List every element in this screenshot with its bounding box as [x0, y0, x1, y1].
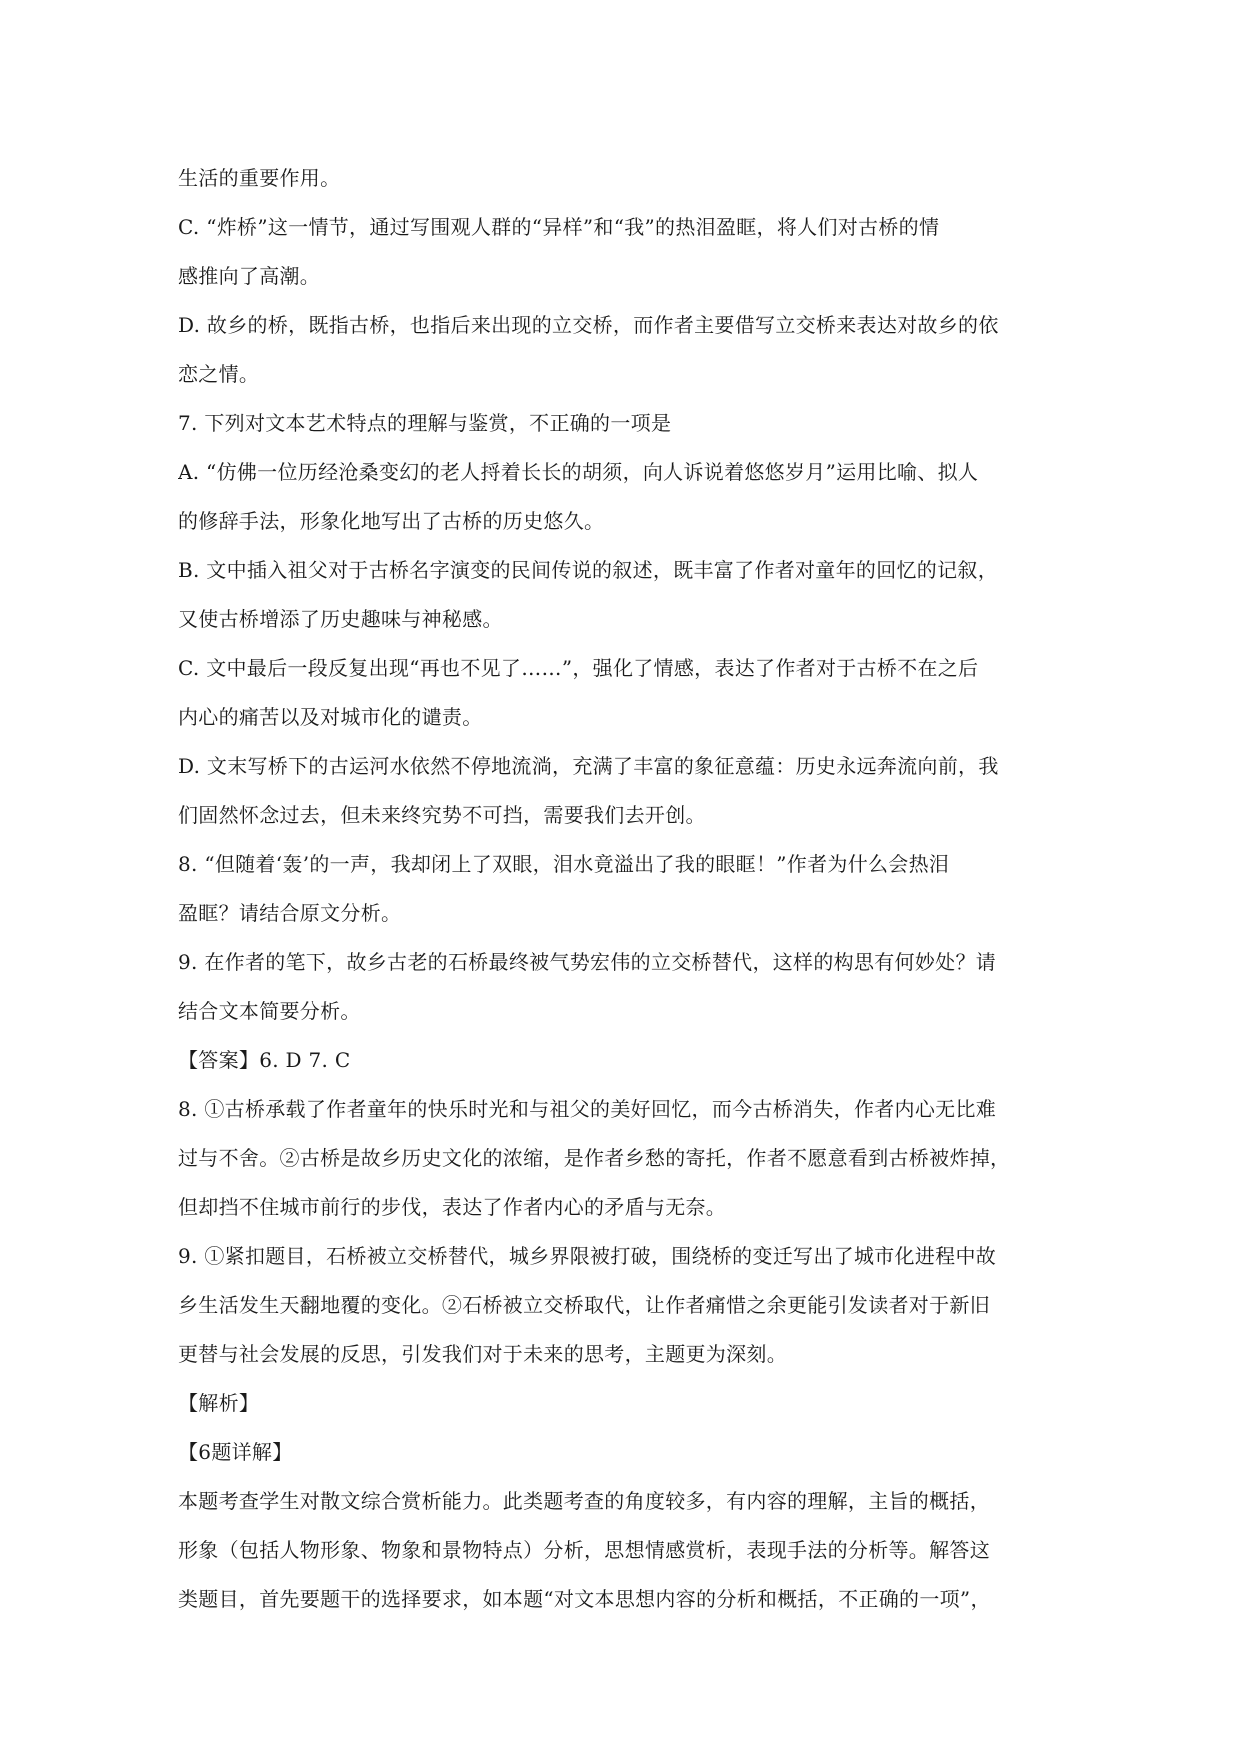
text-line: A. “仿佛一位历经沧桑变幻的老人捋着长长的胡须，向人诉说着悠悠岁月”运用比喻、拟人	[178, 460, 979, 484]
text-line: 【答案】6. D 7. C	[178, 1048, 351, 1072]
text-line: 生活的重要作用。	[178, 166, 341, 190]
text-line: 9. ①紧扣题目，石桥被立交桥替代，城乡界限被打破，围绕桥的变迁写出了城市化进程中故	[178, 1244, 997, 1268]
text-line: C. 文中最后一段反复出现“再也不见了……”，强化了情感，表达了作者对于古桥不在之后	[178, 656, 979, 680]
text-line: 9. 在作者的笔下，故乡古老的石桥最终被气势宏伟的立交桥替代，这样的构思有何妙处？请	[178, 950, 997, 974]
text-line: 感推向了高潮。	[178, 264, 321, 288]
text-line: D. 文末写桥下的古运河水依然不停地流淌，充满了丰富的象征意蕴：历史永远奔流向前，我	[178, 754, 999, 778]
text-line: 结合文本简要分析。	[178, 999, 361, 1023]
text-line: 更替与社会发展的反思，引发我们对于未来的思考，主题更为深刻。	[178, 1342, 787, 1366]
text-line: 类题目，首先要题干的选择要求，如本题“对文本思想内容的分析和概括，不正确的一项”，	[178, 1587, 991, 1611]
document-page	[178, 154, 1066, 1624]
text-line: 盈眶？请结合原文分析。	[178, 901, 402, 925]
text-line: D. 故乡的桥，既指古桥，也指后来出现的立交桥，而作者主要借写立交桥来表达对故乡的依	[178, 313, 999, 337]
text-line: 又使古桥增添了历史趣味与神秘感。	[178, 607, 503, 631]
text-line: 本题考查学生对散文综合赏析能力。此类题考查的角度较多，有内容的理解，主旨的概括，	[178, 1489, 990, 1513]
text-line: 形象（包括人物形象、物象和景物特点）分析，思想情感赏析，表现手法的分析等。解答这	[178, 1538, 990, 1562]
text-line: 的修辞手法，形象化地写出了古桥的历史悠久。	[178, 509, 605, 533]
text-line: 恋之情。	[178, 362, 260, 386]
text-line: 7. 下列对文本艺术特点的理解与鉴赏，不正确的一项是	[178, 411, 672, 435]
text-line: 们固然怀念过去，但未来终究势不可挡，需要我们去开创。	[178, 803, 706, 827]
text-line: 乡生活发生天翻地覆的变化。②石桥被立交桥取代，让作者痛惜之余更能引发读者对于新旧	[178, 1293, 990, 1317]
text-line: 【解析】	[178, 1391, 260, 1415]
text-line: 过与不舍。②古桥是故乡历史文化的浓缩，是作者乡愁的寄托，作者不愿意看到古桥被炸掉，	[178, 1146, 1011, 1170]
text-line: 【6题详解】	[178, 1440, 293, 1464]
text-line: B. 文中插入祖父对于古桥名字演变的民间传说的叙述，既丰富了作者对童年的回忆的记叙，	[178, 558, 999, 582]
text-line: 8. “但随着‘轰’的一声，我却闭上了双眼，泪水竟溢出了我的眼眶！”作者为什么会热泪	[178, 852, 950, 876]
text-line: 8. ①古桥承载了作者童年的快乐时光和与祖父的美好回忆，而今古桥消失，作者内心无比难	[178, 1097, 997, 1121]
text-line: 但却挡不住城市前行的步伐，表达了作者内心的矛盾与无奈。	[178, 1195, 727, 1219]
text-line: C. “炸桥”这一情节，通过写围观人群的“异样”和“我”的热泪盈眶，将人们对古桥的情	[178, 215, 940, 239]
text-line: 内心的痛苦以及对城市化的谴责。	[178, 705, 483, 729]
